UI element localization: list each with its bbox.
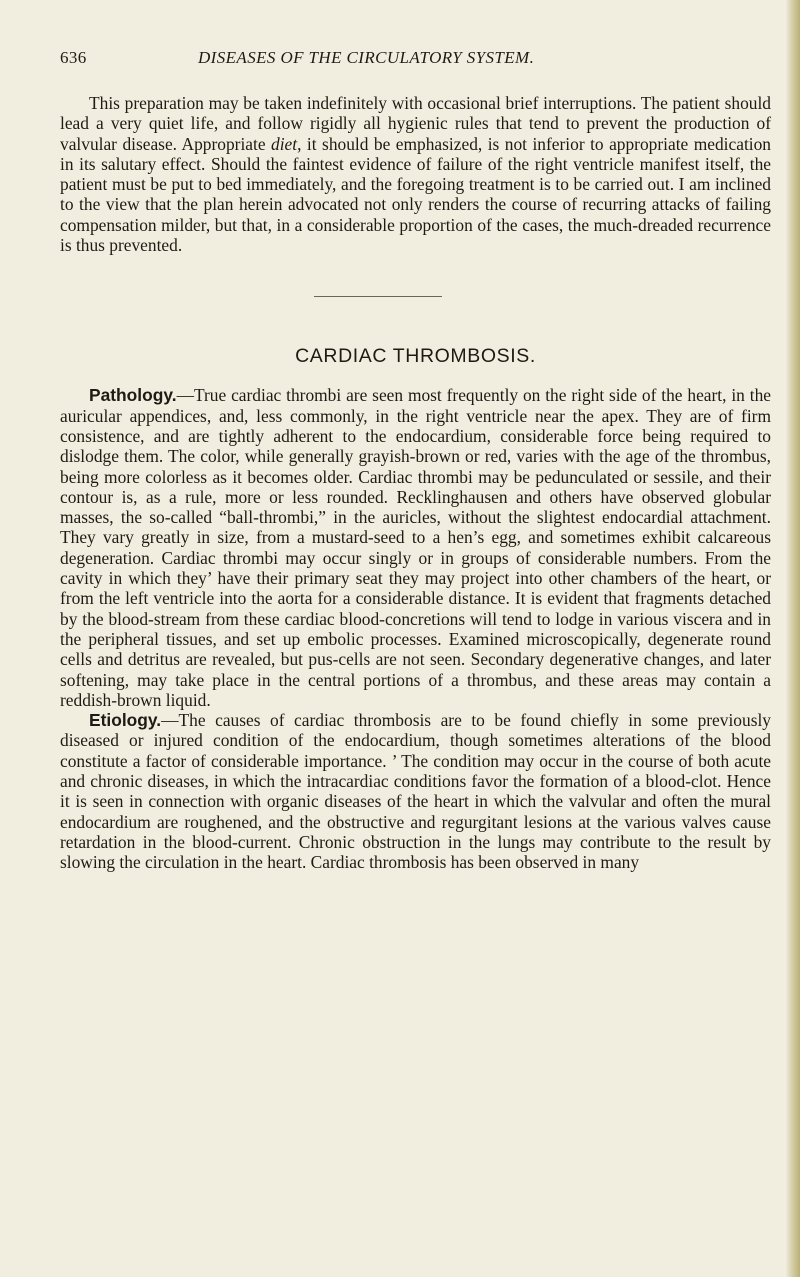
intro-text-start: This preparation may be taken indefinitely with occasional brief interruptions. The patient should lead a very quiet life, and follow rigidly all hygienic rules that tend to prevent the production of valvular disease. Appropriate: [60, 93, 771, 154]
etiology-heading: Etiology.: [89, 710, 162, 731]
intro-text-end: , it should be emphasized, is not inferior to appropriate medication in its salutary effect. Should the faintest evidence of failure of the right ventricle manifest itself, the patient must be put to bed immediately, and the foregoing treatment is to be carried out. I am inclined to the view that the plan herein advocated not only renders the course of recurring attacks of failing compensation milder, but that, in a considerable proportion of the cases, the much-dreaded recurrence is thus prevented.: [60, 133, 771, 256]
pathology-text: —True cardiac thrombi are seen most frequently on the right side of the heart, in the auricular appendices, and, less commonly, in the right ventricle near the apex. They are of firm consistence, and are tightly adherent to the endocardium, considerable force being required to dislodge them. The color, while generally grayish-brown or red, varies with the age of the thrombus, being more colorless as it becomes older. Cardiac thrombi may be pedunculated or sessile, and their contour is, as a rule, more or less rounded. Recklinghausen and others have observed globular masses, the so-called “ball-thrombi,” in the auricles, without the slightest endocardial attachment. They vary greatly in size, from a mustard-seed to a hen’s egg, and sometimes exhibit calcareous degeneration. Cardiac thrombi may occur singly or in groups of considerable numbers. From the cavity in which they’ have their primary seat they may project into other chambers of the heart, or from the left ventricle into the aorta for a considerable distance. It is evident that fragments detached by the blood-stream from these cardiac blood-concretions will tend to lodge in various viscera and in the peripheral tissues, and set up embolic processes. Examined microscopically, degenerate round cells and detritus are revealed, but pus-cells are not seen. Secondary degenerative changes, and later softening, may take place in the central portions of a thrombus, and these areas may contain a reddish-brown liquid.: [60, 385, 771, 710]
etiology-text: —The causes of cardiac thrombosis are to be found chiefly in some previously diseased or injured condition of the endocardium, though sometimes alterations of the blood constitute a factor of considerable importance. ’ The condition may occur in the course of both acute and chronic diseases, in which the intracardiac conditions favor the formation of a blood-clot. Hence it is seen in connection with organic diseases of the heart in which the valvular and often the mural endocardium are roughened, and the obstructive and regurgitant lesions at the various valves cause retardation in the blood-current. Chronic obstruction in the lungs may contribute to the result by slowing the circulation in the heart. Cardiac thrombosis has been observed in many: [60, 710, 771, 873]
intro-emphasis-diet: diet: [271, 133, 298, 154]
pathology-paragraph: [60, 385, 771, 710]
pathology-heading: Pathology.: [89, 385, 177, 406]
running-head: [60, 48, 771, 76]
page-number: 636: [60, 48, 87, 67]
running-head-title: DISEASES OF THE CIRCULATORY SYSTEM.: [198, 48, 535, 67]
page-content: [60, 0, 771, 873]
page-edge-shading: [786, 0, 800, 1277]
etiology-paragraph: [60, 710, 771, 872]
section-divider-rule: [314, 296, 442, 297]
section-title: CARDIAC THROMBOSIS.: [295, 345, 536, 368]
intro-paragraph: [60, 93, 771, 255]
